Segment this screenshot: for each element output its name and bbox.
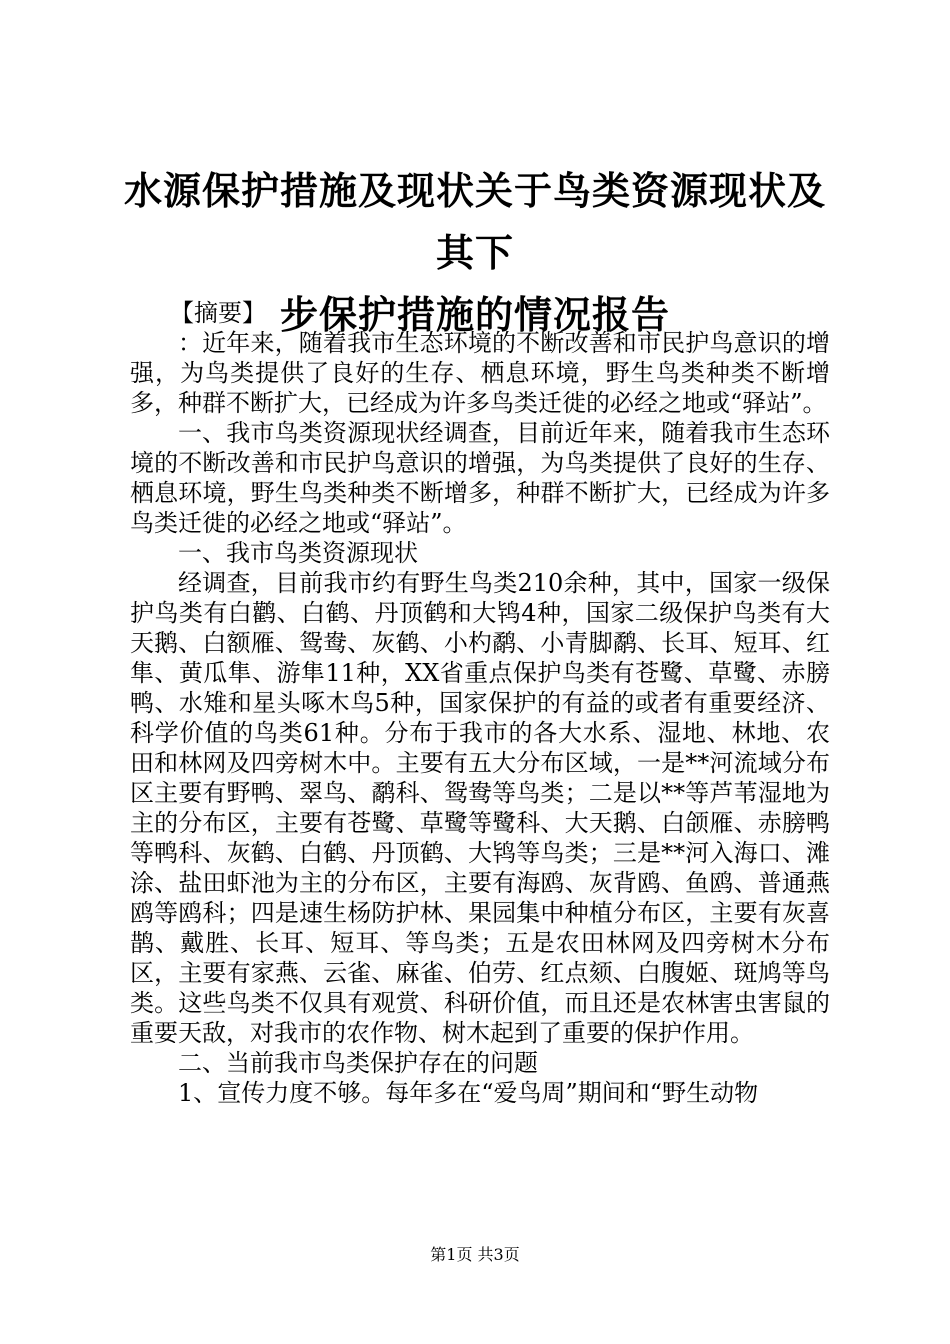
body-paragraph: 经调查，目前我市约有野生鸟类210余种，其中，国家一级保护鸟类有白鹳、白鹤、丹顶鹤和大鸨4种，国家二级保护鸟类有大天鹅、白额雁、鸳鸯、灰鹤、小杓鹬、小青脚鹬、长耳、短耳、红隼、黄瓜隼、游隼11种，XX省重点保护鸟类有苍鹭、草鹭、赤膀鸭、水雉和星头啄木鸟5种，国家保护的有益的或者有重要经济、科学价值的鸟类61种。分布于我市的各大水系、湿地、林地、农田和林网及四旁树木中。主要有五大分布区域，一是**河流域分布区主要有野鸭、翠鸟、鹬科、鸳鸯等鸟类；二是以**等芦苇湿地为主的分布区，主要有苍鹭、草鹭等鹭科、大天鹅、白颌雁、赤膀鸭等鸭科、灰鹤、白鹤、丹顶鹤、大鸨等鸟类；三是**河入海口、滩涂、盐田虾池为主的分布区，主要有海鸥、灰背鸥、鱼鸥、普通燕鸥等鸥科；四是速生杨防护林、果园集中种植分布区，主要有灰喜鹊、戴胜、长耳、短耳、等鸟类；五是农田林网及四旁树木分布区，主要有家燕、云雀、麻雀、伯劳、红点颏、白腹姬、斑鸠等鸟类。这些鸟类不仅具有观赏、科研价值，而且还是农林害虫害鼠的重要天敌，对我市的农作物、树木起到了重要的保护作用。 bbox=[130, 569, 830, 1047]
abstract-label: 【摘要】 bbox=[170, 299, 266, 327]
section-heading: 一、我市鸟类资源现状 bbox=[178, 539, 418, 567]
title-line-2: 步保护措施的情况报告 bbox=[279, 292, 670, 337]
body-paragraph: 1、宣传力度不够。每年多在“爱鸟周”期间和“野生动物 bbox=[178, 1079, 759, 1107]
document-body bbox=[130, 298, 830, 1108]
body-paragraph: 一、我市鸟类资源现状经调查，目前近年来，随着我市生态环境的不断改善和市民护鸟意识的增强，为鸟类提供了良好的生存、栖息环境，野生鸟类种类不断增多，种群不断扩大，已经成为许多鸟类迁徙的必经之地或“驿站”。 bbox=[130, 419, 830, 537]
section-heading: 二、当前我市鸟类保护存在的问题 bbox=[178, 1049, 538, 1077]
title-line-1: 水源保护措施及现状关于鸟类资源现状及其下 bbox=[123, 168, 826, 275]
page-number-footer: 第1页 共3页 bbox=[430, 1245, 520, 1264]
abstract-paragraph: ：近年来，随着我市生态环境的不断改善和市民护鸟意识的增强，为鸟类提供了良好的生存、栖息环境，野生鸟类种类不断增多，种群不断扩大，已经成为许多鸟类迁徙的必经之地或“驿站”。 bbox=[130, 329, 830, 417]
